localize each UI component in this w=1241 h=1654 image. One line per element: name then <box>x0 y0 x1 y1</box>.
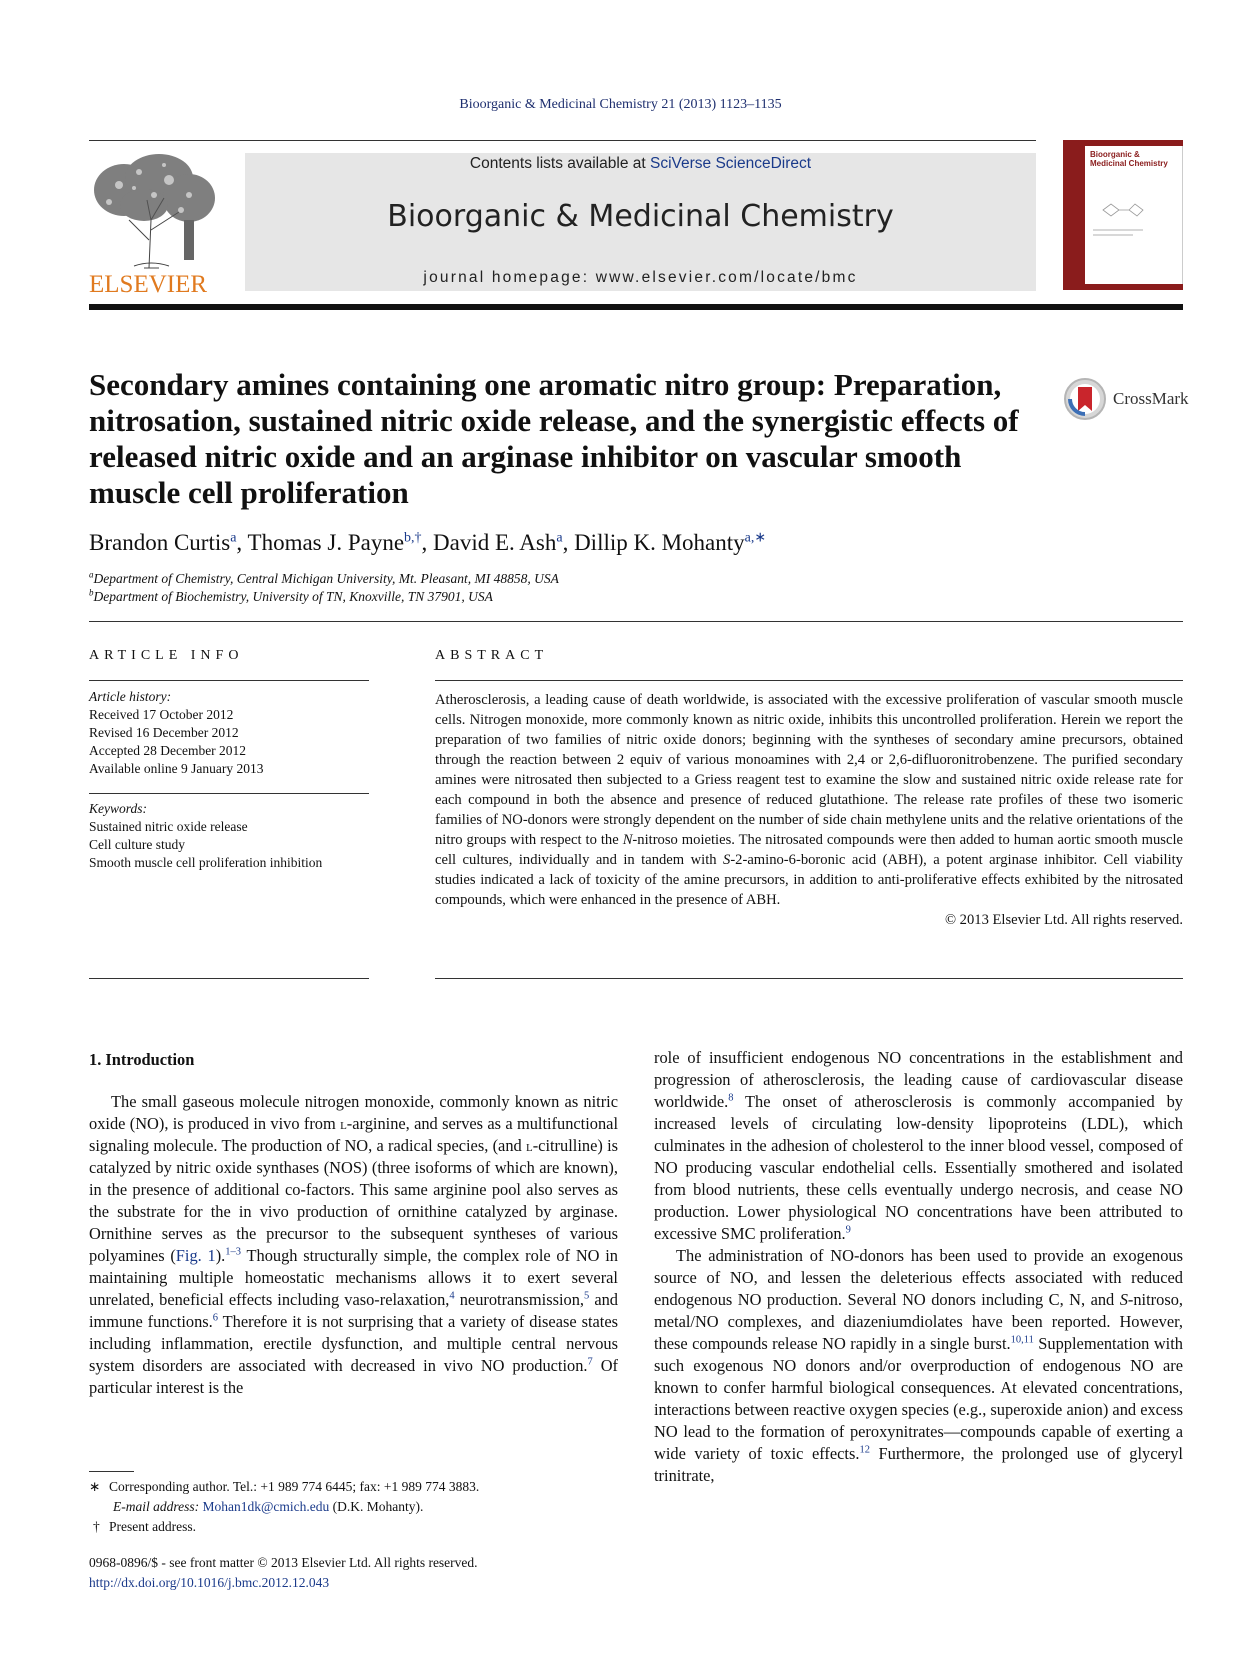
author-affiliation-mark[interactable]: b,† <box>404 530 422 546</box>
crossmark-icon <box>1063 377 1107 421</box>
keyword-item: Cell culture study <box>89 837 185 852</box>
abstract-heading: ABSTRACT <box>435 648 549 663</box>
text-run: Therefore it is not surprising that a variety of disease states including inflammation, erectile dysfunction, and multiple central nervous system disorders are associated with decreased in vivo NO production. <box>89 1312 618 1375</box>
email-suffix: (D.K. Mohanty). <box>329 1499 424 1514</box>
affiliation-mark: a <box>89 569 94 580</box>
text-run: -arginine, and serves as a multifunctional signaling molecule. The production of NO, a radical species, (and <box>89 1114 619 1155</box>
abstract-italic: N <box>622 832 633 848</box>
text-run: role of insufficient endogenous NO concentrations in the establishment and progression of atherosclerosis, the leading cause of cardiovascular disease worldwide. <box>654 1048 1183 1111</box>
italic-s: S <box>1119 1290 1128 1309</box>
author-name[interactable]: Brandon Curtis <box>89 530 231 555</box>
author-list: Brandon Curtis$^a$, Thomas J. Payne$^{b,\dagger}$, David E. Ash$^a$, Dillip K. Mohanty$^{a,∗}$ <box>89 530 767 555</box>
section-heading-introduction: 1. Introduction <box>89 1050 195 1069</box>
issn-line: 0968-0896/$ - see front matter © 2013 Elsevier Ltd. All rights reserved. <box>89 1555 478 1570</box>
email-label: E-mail address: <box>113 1499 203 1514</box>
text-run: -citrulline) is catalyzed by nitric oxide synthases (NOS) (three isoforms of which are known), in the presence of additional co-factors. This same arginine pool also serves as the substrate for the in vivo production of ornithine catalyzed by arginase. Ornithine serves as the precursor to the subsequent syntheses of various polyamines ( <box>89 1136 619 1265</box>
text-run: The administration of NO-donors has been used to provide an exogenous source of NO, and lessen the deleterious effects associated with reduced endogenous NO production. Several NO donors including C, N, and <box>654 1246 1183 1309</box>
article-info-rule <box>89 680 369 681</box>
citation-link[interactable]: 10,11 <box>1010 1334 1034 1346</box>
doi-link[interactable]: http://dx.doi.org/10.1016/j.bmc.2012.12.043 <box>89 1575 330 1590</box>
footnote-mark: ∗ <box>89 1479 101 1494</box>
affiliation-item <box>89 570 559 588</box>
citation-link[interactable]: 8 <box>728 1092 734 1104</box>
footnote-text: Present address. <box>109 1519 196 1534</box>
history-accepted: Accepted 28 December 2012 <box>89 743 247 758</box>
abstract-copyright: © 2013 Elsevier Ltd. All rights reserved. <box>944 912 1183 928</box>
intro-column-left <box>89 1091 618 1399</box>
contents-prefix: Contents lists available at <box>469 155 650 172</box>
abstract-bottom-rule <box>435 978 1183 979</box>
header-thick-rule <box>89 304 1183 310</box>
section-rule <box>89 621 1183 622</box>
affiliations <box>89 570 559 606</box>
author-affiliation-mark[interactable]: a,∗ <box>744 530 767 546</box>
abstract-italic: S <box>723 852 731 868</box>
cover-title: Bioorganic & Medicinal Chemistry <box>1090 150 1168 168</box>
journal-banner <box>245 153 1036 291</box>
history-revised: Revised 16 December 2012 <box>89 725 239 740</box>
footnote-text: Corresponding author. Tel.: +1 989 774 6445; fax: +1 989 774 3883. <box>109 1479 480 1494</box>
footnote-mark: † <box>93 1519 100 1534</box>
abstract-text: -nitroso moieties. The nitrosated compounds were then added to human aortic smooth muscle cell cultures, individually and in tandem with <box>435 832 1183 868</box>
sciencedirect-link[interactable]: SciVerse ScienceDirect <box>649 155 812 172</box>
citation-link[interactable]: 5 <box>584 1290 590 1302</box>
keywords-label: Keywords: <box>89 801 147 816</box>
footnote-rule <box>89 1471 134 1472</box>
citation-link[interactable]: 7 <box>587 1356 593 1368</box>
history-label: Article history: <box>89 689 172 704</box>
keywords-rule <box>89 793 369 794</box>
abstract-text: Atherosclerosis, a leading cause of death worldwide, is associated with the excessive proliferation of vascular smooth muscle cells. Nitrogen monoxide, more commonly known as nitric oxide, inhibits this uncontrolled proliferation. Herein we report the preparation of two families of nitric oxide donors; beginning with the syntheses of secondary amine precursors, obtained through the reaction between 2 equiv of various monoamines with 2,4 or 2,6-difluoronitrobenzene. The purified secondary amines were nitrosated then subjected to a Griess reagent test to examine the slow and sustained nitric oxide release rate for each compound in both the absence and presence of reduced glutathione. The release rate profiles of these two isomeric families of NO-donors were strongly dependent on the number of side chain methylene units and the relative orientations of the nitro groups with respect to the <box>435 692 1183 848</box>
present-address-note <box>89 1517 479 1537</box>
intro-paragraph <box>89 1091 618 1399</box>
text-run: The onset of atherosclerosis is commonly accompanied by increased levels of circulating low-density lipoproteins (LDL), which culminates in the adhesion of cholesterol to the inner blood vessel, composed of NO producing vascular endothelial cells. Essentially smothered and isolated from blood nutrients, these cells eventually undergo necrosis, and cease NO production. Lower physiological NO concentrations have been attributed to excessive SMC proliferation. <box>654 1092 1183 1243</box>
keyword-item: Smooth muscle cell proliferation inhibition <box>89 855 323 870</box>
crossmark-label: CrossMark <box>1113 389 1189 408</box>
header-rule <box>89 140 1036 141</box>
journal-homepage-link[interactable]: www.elsevier.com/locate/bmc <box>595 269 858 286</box>
history-received: Received 17 October 2012 <box>89 707 234 722</box>
journal-name: Bioorganic & Medicinal Chemistry <box>387 199 894 234</box>
citation-link[interactable]: 4 <box>449 1290 455 1302</box>
history-online: Available online 9 January 2013 <box>89 761 264 776</box>
author-name[interactable]: Dillip K. Mohanty <box>574 530 745 555</box>
text-run: Of particular interest is the <box>89 1356 618 1397</box>
keyword-item: Sustained nitric oxide release <box>89 819 248 834</box>
text-run: Furthermore, the prolonged use of glyceryl trinitrate, <box>654 1444 1183 1485</box>
intro-paragraph <box>654 1245 1183 1487</box>
elsevier-tree-icon <box>89 150 219 270</box>
page-footer <box>89 1553 478 1593</box>
figure-1-link[interactable]: Fig. 1 <box>175 1246 216 1265</box>
article-history <box>89 688 263 778</box>
elsevier-logo[interactable] <box>89 150 219 298</box>
publisher-name: ELSEVIER <box>89 271 208 298</box>
small-caps-l: l <box>340 1114 347 1133</box>
crossmark-badge[interactable] <box>1063 377 1189 421</box>
author-affiliation-mark[interactable]: a <box>230 530 237 546</box>
text-run: -nitroso, metal/NO complexes, and diazeniumdiolates have been reported. However, these compounds release NO rapidly in a single burst. <box>654 1290 1183 1353</box>
article-info-heading: ARTICLE INFO <box>89 648 244 663</box>
journal-citation[interactable]: Bioorganic & Medicinal Chemistry 21 (2013) 1123–1135 <box>459 97 782 112</box>
intro-paragraph <box>654 1047 1183 1245</box>
keywords <box>89 800 322 872</box>
citation-link[interactable]: 6 <box>212 1312 219 1324</box>
homepage-prefix: journal homepage: <box>423 269 596 286</box>
abstract-rule <box>435 680 1183 681</box>
text-run: The small gaseous molecule nitrogen monoxide, commonly known as nitric oxide (NO), is produced in vivo from <box>89 1092 618 1133</box>
text-run: ). <box>215 1246 226 1265</box>
email-note <box>89 1497 479 1517</box>
text-run: and immune functions. <box>89 1290 619 1331</box>
email-link[interactable]: Mohan1dk@cmich.edu <box>202 1499 330 1514</box>
author-name[interactable]: Thomas J. Payne <box>247 530 405 555</box>
text-run: neurotransmission, <box>454 1290 585 1309</box>
corresponding-author-note <box>89 1477 479 1497</box>
article-title: Secondary amines containing one aromatic nitro group: Preparation, nitrosation, sustained nitric oxide release, and the synergistic effects of released nitric oxide and an arginase inhibitor on vascular smooth muscle cell proliferation <box>89 367 1019 510</box>
text-run: Though structurally simple, the complex role of NO in maintaining multiple homeostatic mechanisms allows it to exert several unrelated, beneficial effects including vaso-relaxation, <box>89 1246 619 1309</box>
footnotes <box>89 1477 479 1537</box>
citation-link[interactable]: 1–3 <box>225 1246 242 1258</box>
citation-link[interactable]: 12 <box>859 1444 870 1456</box>
author-name[interactable]: David E. Ash <box>433 530 557 555</box>
journal-cover-thumbnail[interactable] <box>1063 140 1183 290</box>
affiliation-text: Department of Chemistry, Central Michigan University, Mt. Pleasant, MI 48858, USA <box>93 571 559 586</box>
affiliation-item <box>89 588 559 606</box>
citation-link[interactable]: 9 <box>845 1224 851 1236</box>
text-run: Supplementation with such exogenous NO donors and/or overproduction of endogenous NO are known to confer harmful biological consequences. At elevated concentrations, interactions between reactive oxygen species (e.g., superoxide anion) and excess NO lead to the formation of peroxynitrates—compounds capable of exerting a wide variety of toxic effects. <box>654 1334 1183 1463</box>
abstract-body <box>435 690 1183 930</box>
article-info-bottom-rule <box>89 978 369 979</box>
small-caps-l: l <box>525 1136 533 1155</box>
abstract-text: -2-amino-6-boronic acid (ABH), a potent arginase inhibitor. Cell viability studies indicated a lack of toxicity of the amine precursors, in addition to anti-proliferative effects exhibited by the nitrosated compounds, which were enhanced in the presence of ABH. <box>435 852 1183 908</box>
author-affiliation-mark[interactable]: a <box>556 530 563 546</box>
affiliation-text: Department of Biochemistry, University of TN, Knoxville, TN 37901, USA <box>93 589 493 604</box>
affiliation-mark: b <box>89 587 94 598</box>
intro-column-right <box>654 1047 1183 1487</box>
